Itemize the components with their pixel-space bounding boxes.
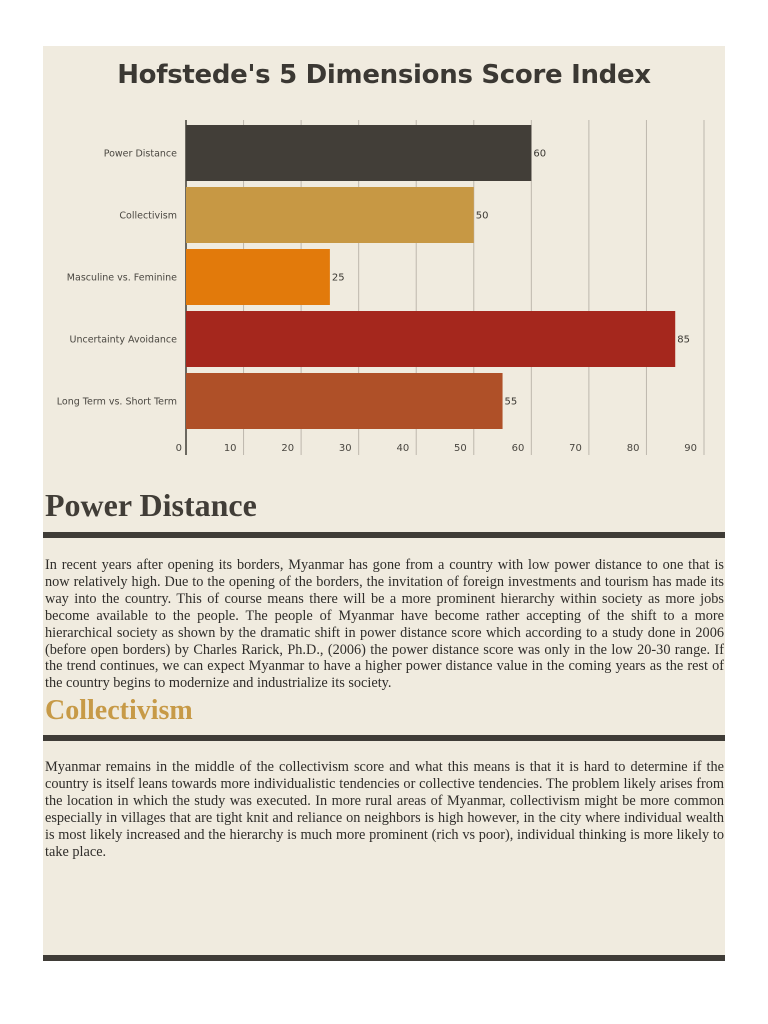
x-tick-labels <box>176 443 697 454</box>
bar <box>186 249 330 305</box>
data-label: 25 <box>331 272 345 284</box>
data-label: 85 <box>677 334 690 346</box>
category-label: Masculine vs. Feminine <box>66 272 177 284</box>
chart-title: Hofstede's 5 Dimensions Score Index <box>117 60 651 90</box>
x-tick-label: 50 <box>454 443 467 454</box>
x-tick-label: 30 <box>338 443 352 454</box>
x-tick-label: 70 <box>569 443 582 454</box>
category-label: Long Term vs. Short Term <box>56 396 177 408</box>
bar-chart <box>0 0 768 470</box>
bar <box>186 125 531 181</box>
section-divider <box>43 532 725 538</box>
category-label: Power Distance <box>103 148 177 160</box>
x-tick-label: 20 <box>281 443 295 454</box>
x-tick-label: 80 <box>626 443 640 454</box>
x-tick-label: 0 <box>175 443 182 454</box>
category-labels <box>57 149 177 408</box>
bars <box>186 125 690 429</box>
data-label: 60 <box>533 148 547 160</box>
collectivism-text: Myanmar remains in the middle of the collectivism score and what this means is that it is hard to determine if the country is itself leans towards more individualistic tendencies or collective tendencies. The problem likely arises from the location in which the study was executed. In more rural areas of Myanmar, collectivism might be more common especially in villages that are tight knit and reliance on neighbors is high however, in the city where individual wealth is most likely increased and the hierarchy is much more prominent (rich vs poor), individual thinking is more likely to take place. <box>45 759 724 860</box>
data-label: 50 <box>475 210 489 222</box>
category-label: Collectivism <box>119 210 177 222</box>
bar <box>186 373 503 429</box>
x-tick-label: 10 <box>223 443 237 454</box>
bar <box>186 187 474 243</box>
x-tick-label: 60 <box>511 443 525 454</box>
category-label: Uncertainty Avoidance <box>69 334 177 346</box>
x-tick-label: 40 <box>396 443 410 454</box>
power-distance-heading: Power Distance <box>45 487 257 523</box>
section-divider <box>43 735 725 741</box>
power-distance-text: In recent years after opening its borders, Myanmar has gone from a country with low power distance to one that is now relatively high. Due to the opening of the borders, the invitation of foreign investments and tourism has made its way into the country. This of course means there will be a more prominent hierarchy within society as more jobs become available to the people. The people of Myanmar have become rather accepting of the shift to a more hierarchical society as shown by the dramatic shift in power distance score which according to a study done in 2006 (before open borders) by Charles Rarick, Ph.D., (2006) the power distance score was only in the low 20-30 range. If the trend continues, we can expect Myanmar to have a higher power distance value in the coming years as the rest of the country begins to modernize and industrialize its society. <box>45 557 724 692</box>
bottom-divider <box>43 955 725 961</box>
bar <box>186 311 675 367</box>
data-label: 55 <box>504 396 518 408</box>
x-tick-label: 90 <box>684 443 697 454</box>
collectivism-heading: Collectivism <box>45 695 193 726</box>
